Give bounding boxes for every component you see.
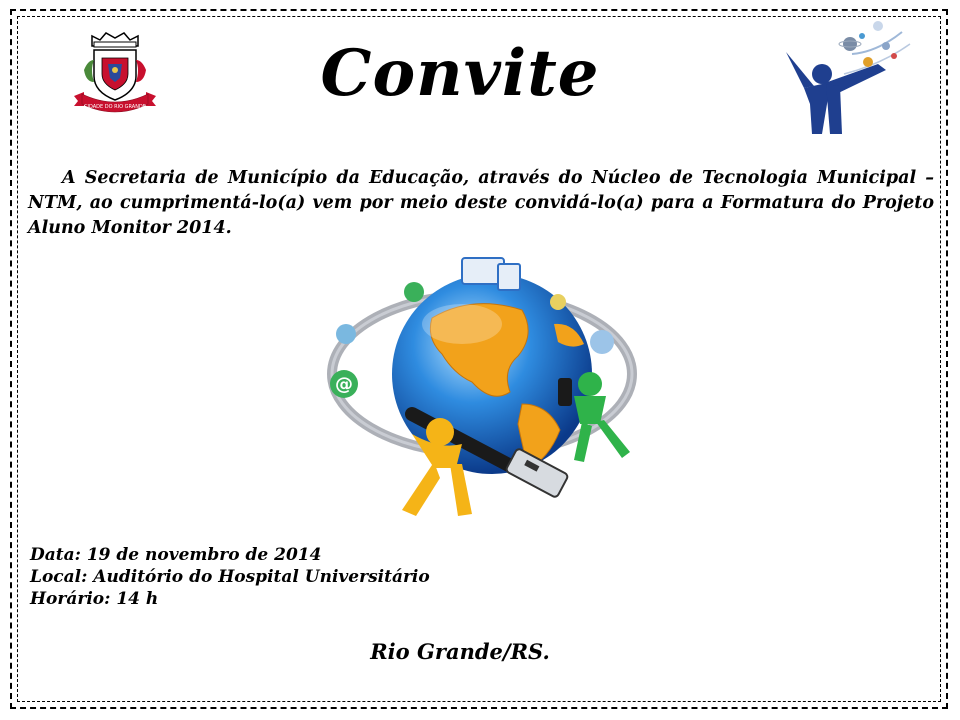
- event-city: Rio Grande/RS.: [370, 639, 550, 664]
- event-date: Data: 19 de novembro de 2014: [30, 545, 322, 565]
- page-title: Convite: [320, 36, 600, 111]
- event-time: Horário: 14 h: [30, 589, 159, 609]
- ntm-logo-icon: [782, 14, 912, 140]
- crest-ribbon-text: CIDADE DO RIO GRANDE: [84, 104, 146, 110]
- globe-technology-illustration: [322, 254, 642, 522]
- event-location: Local: Auditório do Hospital Universitário: [30, 567, 430, 587]
- svg-text:@: @: [335, 374, 353, 395]
- invitation-paragraph: A Secretaria de Município da Educação, através do Núcleo de Tecnologia Municipal – NTM, ao cumprimentá-lo(a) vem por meio deste convidá-lo(a) para a Formatura do Projeto Aluno Monitor 2014.: [28, 168, 934, 238]
- event-details: [30, 544, 530, 610]
- municipal-crest-icon: [70, 30, 160, 116]
